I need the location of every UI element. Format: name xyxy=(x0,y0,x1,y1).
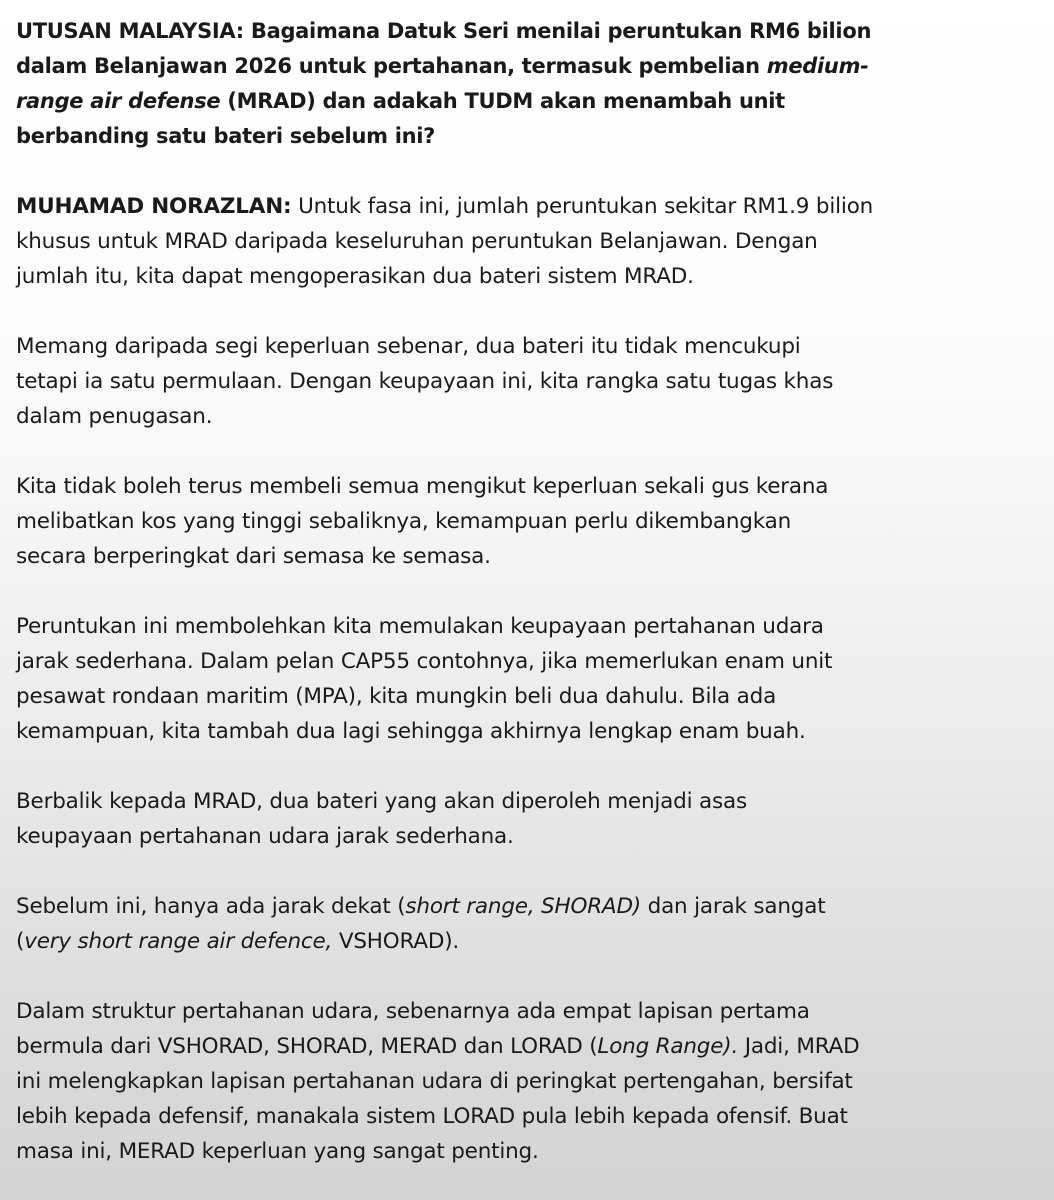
paragraph-gap xyxy=(16,959,1024,994)
question-text: UTUSAN MALAYSIA: Bagaimana Datuk Seri menilai peruntukan RM6 bilion xyxy=(16,19,872,43)
answer-paragraph-1 xyxy=(16,189,1024,294)
question-text: dalam Belanjawan 2026 untuk pertahanan, termasuk pembelian xyxy=(16,54,767,78)
answer-text: dan jarak sangat xyxy=(641,894,826,919)
answer-italic-term: very short range air defence, xyxy=(24,929,333,954)
answer-line: masa ini, MERAD keperluan yang sangat penting. xyxy=(16,1139,539,1164)
answer-paragraph-2 xyxy=(16,329,1024,434)
paragraph-gap xyxy=(16,749,1024,784)
question-text: (MRAD) dan adakah TUDM akan menambah unit xyxy=(220,89,785,113)
answer-line: lebih kepada defensif, manakala sistem LORAD pula lebih kepada ofensif. Buat xyxy=(16,1104,848,1129)
answer-line: melibatkan kos yang tinggi sebaliknya, kemampuan perlu dikembangkan xyxy=(16,509,792,534)
paragraph-gap xyxy=(16,574,1024,609)
question-line xyxy=(16,14,1024,49)
answer-line: Peruntukan ini membolehkan kita memulakan keupayaan pertahanan udara xyxy=(16,614,824,639)
answer-line xyxy=(16,1029,1024,1064)
answer-paragraph-5 xyxy=(16,784,1024,854)
question-italic-term: range air defense xyxy=(16,89,221,113)
answer-italic-term: Long Range). xyxy=(597,1034,739,1059)
question-line xyxy=(16,84,1024,119)
answer-line: khusus untuk MRAD daripada keseluruhan peruntukan Belanjawan. Dengan xyxy=(16,229,818,254)
answer-text: bermula dari VSHORAD, SHORAD, MERAD dan LORAD ( xyxy=(16,1034,598,1059)
answer-line xyxy=(16,889,1024,924)
question-line xyxy=(16,119,1024,154)
answer-paragraph-3 xyxy=(16,469,1024,574)
question-line xyxy=(16,49,1024,84)
answer-text: Untuk fasa ini, jumlah peruntukan sekitar RM1.9 bilion xyxy=(291,194,874,219)
speaker-name: MUHAMAD NORAZLAN: xyxy=(16,194,292,219)
paragraph-gap xyxy=(16,294,1024,329)
answer-line: kemampuan, kita tambah dua lagi sehingga akhirnya lengkap enam buah. xyxy=(16,719,806,744)
answer-line: jarak sederhana. Dalam pelan CAP55 contohnya, jika memerlukan enam unit xyxy=(16,649,833,674)
answer-text: ( xyxy=(16,929,25,954)
answer-paragraph-6 xyxy=(16,889,1024,959)
answer-line: Berbalik kepada MRAD, dua bateri yang akan diperoleh menjadi asas xyxy=(16,789,747,814)
answer-line: Kita tidak boleh terus membeli semua mengikut keperluan sekali gus kerana xyxy=(16,474,829,499)
answer-line: jumlah itu, kita dapat mengoperasikan dua bateri sistem MRAD. xyxy=(16,264,694,289)
answer-line xyxy=(16,189,1024,224)
answer-line: dalam penugasan. xyxy=(16,404,213,429)
answer-line xyxy=(16,924,1024,959)
question-text: berbanding satu bateri sebelum ini? xyxy=(16,124,436,148)
paragraph-gap xyxy=(16,854,1024,889)
answer-text: Sebelum ini, hanya ada jarak dekat ( xyxy=(16,894,406,919)
interviewer-question xyxy=(16,14,1024,154)
answer-paragraph-7 xyxy=(16,994,1024,1169)
answer-line: tetapi ia satu permulaan. Dengan keupayaan ini, kita rangka satu tugas khas xyxy=(16,369,834,394)
answer-line: keupayaan pertahanan udara jarak sederhana. xyxy=(16,824,514,849)
answer-line: pesawat rondaan maritim (MPA), kita mungkin beli dua dahulu. Bila ada xyxy=(16,684,777,709)
answer-line: Dalam struktur pertahanan udara, sebenarnya ada empat lapisan pertama xyxy=(16,999,810,1024)
answer-line: secara berperingkat dari semasa ke semasa. xyxy=(16,544,491,569)
answer-text: Jadi, MRAD xyxy=(738,1034,860,1059)
answer-line: Memang daripada segi keperluan sebenar, dua bateri itu tidak mencukupi xyxy=(16,334,801,359)
answer-text: VSHORAD). xyxy=(332,929,460,954)
answer-line: ini melengkapkan lapisan pertahanan udara di peringkat pertengahan, bersifat xyxy=(16,1069,853,1094)
answer-italic-term: short range, SHORAD) xyxy=(405,894,641,919)
paragraph-gap xyxy=(16,154,1024,189)
paragraph-gap xyxy=(16,434,1024,469)
answer-paragraph-4 xyxy=(16,609,1024,749)
question-italic-term: medium- xyxy=(766,54,869,78)
